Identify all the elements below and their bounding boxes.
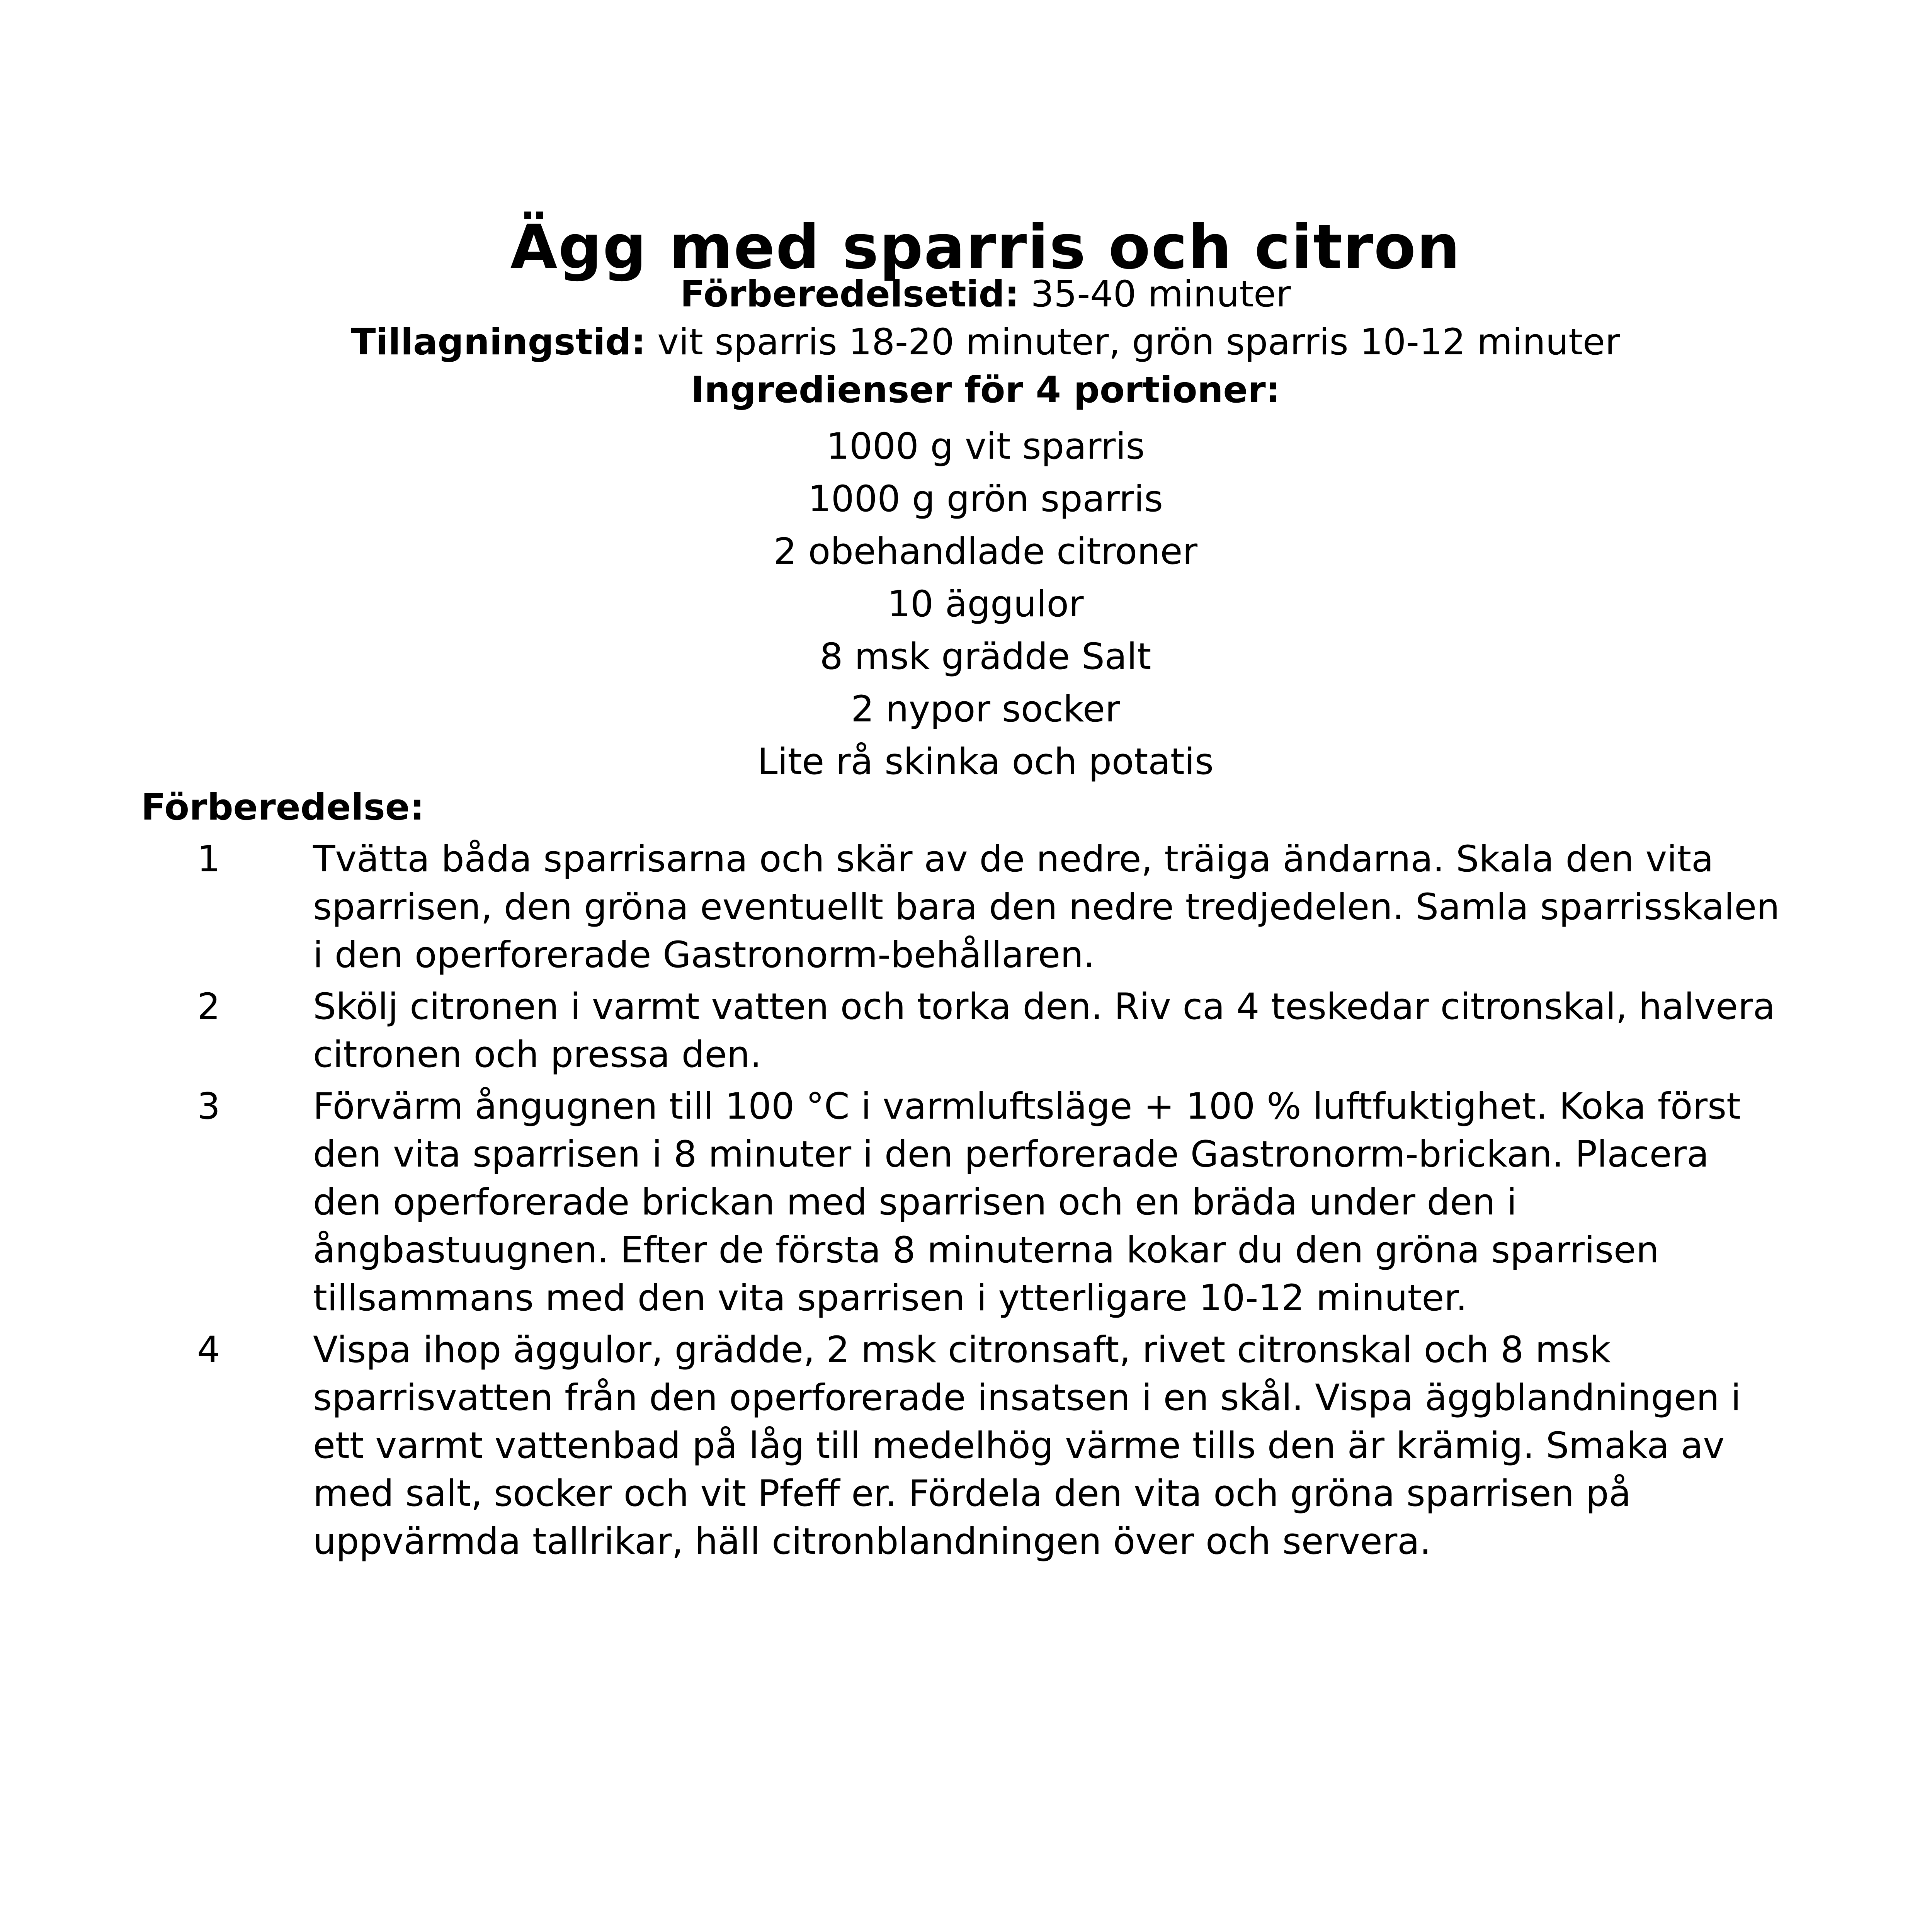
prep-time-value: 35-40 minuter	[1031, 273, 1291, 315]
preparation-steps	[0, 835, 1932, 1570]
prep-time-label: Förberedelsetid:	[680, 273, 1019, 315]
step-text: Tvätta båda sparrisarna och skär av de nedre, träiga ändarna. Skala den vita sparrisen, den gröna eventuellt bara den nedre tredjedelen. Samla sparrisskalen i den operforerade Gastronorm-behållaren.	[313, 838, 1780, 976]
step-number: 4	[197, 1329, 220, 1371]
step-item	[0, 1083, 1932, 1322]
ingredients-heading: Ingredienser för 4 portioner:	[690, 369, 1281, 411]
step-text: Vispa ihop äggulor, grädde, 2 msk citronsaft, rivet citronskal och 8 msk sparrisvatten från den operforerade insatsen i en skål. Vispa äggblandningen i ett varmt vattenbad på låg till medelhög värme tills den är krämig. Smaka av med salt, socker och vit Pfeff er. Fördela den vita och gröna sparrisen på uppvärmda tallrikar, häll citronblandningen över och servera.	[313, 1329, 1741, 1563]
step-item	[0, 835, 1932, 979]
step-number: 2	[197, 986, 220, 1028]
cook-time-value: vit sparris 18-20 minuter, grön sparris 10-12 minuter	[657, 321, 1620, 363]
prep-time	[0, 273, 1932, 316]
ingredient-item: 1000 g grön sparris	[808, 478, 1163, 520]
step-text: Skölj citronen i varmt vatten och torka den. Riv ca 4 teskedar citronskal, halvera citronen och pressa den.	[313, 986, 1776, 1076]
ingredient-item: 1000 g vit sparris	[826, 425, 1145, 468]
preparation-heading: Förberedelse:	[141, 786, 425, 828]
step-text: Förvärm ångugnen till 100 °C i varmluftsläge + 100 % luftfuktighet. Koka först den vita sparrisen i 8 minuter i den perforerade Gastronorm-brickan. Placera den operforerade brickan med sparrisen och en bräda under den i ångbastuugnen. Efter de första 8 minuterna kokar du den gröna sparrisen tillsammans med den vita sparrisen i ytterligare 10-12 minuter.	[313, 1085, 1741, 1319]
step-number: 3	[197, 1085, 220, 1128]
ingredient-item: 8 msk grädde Salt	[820, 636, 1151, 678]
ingredient-item: Lite rå skinka och potatis	[757, 741, 1214, 783]
ingredient-item: 2 obehandlade citroner	[773, 531, 1198, 573]
cook-time	[0, 321, 1932, 364]
cook-time-label: Tillagningstid:	[351, 321, 646, 363]
step-number: 1	[197, 838, 220, 880]
step-item	[0, 1326, 1932, 1566]
ingredients-list	[0, 420, 1932, 788]
ingredient-item: 10 äggulor	[887, 583, 1084, 625]
ingredient-item: 2 nypor socker	[851, 688, 1120, 730]
step-item	[0, 983, 1932, 1079]
recipe-title: Ägg med sparris och citron	[510, 211, 1461, 283]
